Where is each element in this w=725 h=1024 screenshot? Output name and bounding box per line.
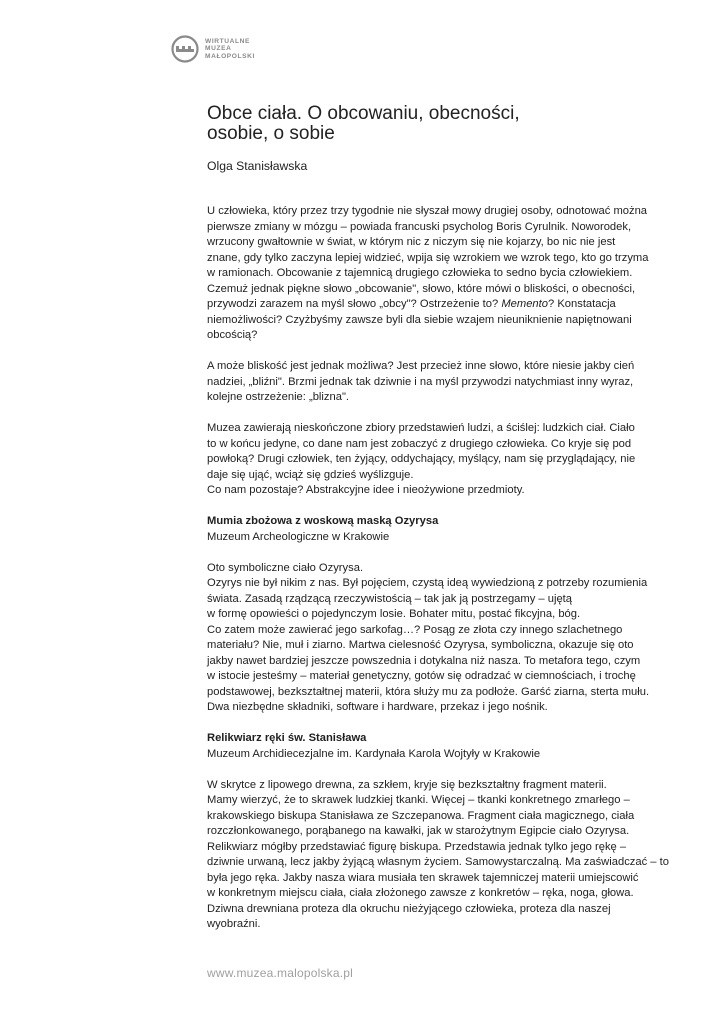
text-line: Czemuż jednak piękne słowo „obcowanie", słowo, które mówi o bliskości, o obecności,	[207, 282, 636, 295]
section-heading: Relikwiarz ręki św. Stanisława	[207, 732, 367, 744]
section-heading: Mumia zbożowa z woskową maską Ozyrysa	[207, 515, 439, 527]
text-line: wyobraźni.	[207, 918, 261, 930]
text-line: Mamy wierzyć, że to skrawek ludzkiej tkanki. Więcej – tkanki konkretnego zmarłego –	[207, 794, 630, 806]
text-line: powłoką? Drugi człowiek, ten żyjący, oddychający, myślący, nam się przyglądający, nie	[207, 453, 636, 465]
text-line: podstawowej, bezkształtnej materii, która służy mu za podłoże. Garść ziarna, sterta mułu.	[207, 685, 650, 698]
paragraph-gap	[207, 499, 659, 515]
text-line: w konkretnym miejscu ciała, ciała złożonego zawsze z konkretów – ręka, noga, głowa.	[207, 887, 634, 899]
title-line-1: Obce ciała. O obcowaniu, obecności,	[207, 103, 520, 124]
text-line: obcością?	[207, 329, 258, 341]
text-line: Muzea zawierają nieskończone zbiory przedstawień ludzi, a ściślej: ludzkich ciał. Ciało	[207, 422, 635, 434]
article-body	[207, 204, 669, 933]
text-line: jakby nawet bardziej jeszcze powszednia i dotykalna niż nasza. To metafora tego, czym	[207, 654, 641, 667]
logo-text	[205, 38, 255, 60]
text-line: w istocie jesteśmy – materiał genetyczny, gotów się odradzać w ciemnościach, i trochę	[207, 670, 636, 682]
text-line: Co zatem może zawierać jego sarkofag…? Posąg ze złota czy innego szlachetnego	[207, 623, 623, 636]
text-line: Co nam pozostaje? Abstrakcyjne idee i nieożywione przedmioty.	[207, 484, 525, 496]
paragraph-gap	[207, 406, 659, 422]
text-line: materiału? Nie, muł i ziarno. Martwa cielesność Ozyrysa, symboliczna, okazuje się oto	[207, 639, 634, 651]
text-line: świata. Zasadą rządzącą rzeczywistością – tak jak ją postrzegamy – ujętą	[207, 592, 572, 605]
text-line: U człowieka, który przez trzy tygodnie nie słyszał mowy drugiej osoby, odnotować można	[207, 205, 648, 217]
text-line: niemożliwości? Czyżbyśmy zawsze byli dla siebie wzajem nieuniknienie napiętnowani	[207, 313, 632, 326]
page-title	[207, 104, 627, 144]
text-line: nadziei, „bliźni". Brzmi jednak tak dziwnie i na myśl przywodzi natychmiast inny wyraz,	[207, 375, 634, 388]
text-line: w formę opowieści o pojedynczym losie. Bohater mitu, postać fikcyjna, bóg.	[207, 608, 581, 620]
text-line: to w końcu jedyne, co dane nam jest zobaczyć z drugiego człowieka. Co kryje się pod	[207, 437, 632, 450]
text-line: dziwnie urwaną, lecz jakby żyjącą własnym życiem. Samowystarczalną. Ma zaświadczać – to	[207, 856, 669, 868]
text-line: W skrytce z lipowego drewna, za szkłem, kryje się bezkształtny fragment materii.	[207, 778, 607, 791]
paragraph-gap	[207, 344, 659, 360]
paragraph-gap	[207, 762, 659, 778]
paragraph-gap	[207, 716, 659, 732]
logo-line-2: MUZEA	[205, 45, 232, 53]
logo-line-1: WIRTUALNE	[205, 37, 250, 45]
text-line: daje się ująć, wciąż się gdzieś wyślizguje.	[207, 468, 414, 481]
paragraph-gap	[207, 545, 659, 561]
text-line: Ozyrys nie był nikim z nas. Był pojęciem, czystą ideą wywiedzioną z potrzeby rozumienia	[207, 577, 648, 589]
logo	[170, 34, 255, 64]
text-line: Dwa niezbędne składniki, software i hardware, przekaz i jego nośnik.	[207, 701, 548, 713]
text-line: krakowskiego biskupa Stanisława ze Szczepanowa. Fragment ciała magicznego, ciała	[207, 809, 635, 822]
footer-url[interactable]: www.muzea.malopolska.pl	[207, 966, 353, 980]
text-line: Relikwiarz mógłby przedstawiać figurę biskupa. Przedstawia jednak tylko jego rękę –	[207, 840, 627, 853]
logo-line-3: MAŁOPOLSKI	[205, 52, 255, 60]
text-line: pierwsze zmiany w mózgu – powiada francuski psycholog Boris Cyrulnik. Noworodek,	[207, 220, 632, 233]
text-line: Dziwna drewniana proteza dla okruchu nieżyjącego człowieka, proteza dla naszej	[207, 902, 611, 915]
section-museum: Muzeum Archeologiczne w Krakowie	[207, 530, 390, 543]
emphasis-memento: Memento	[501, 298, 548, 310]
text-line: znane, gdy tylko zaczyna lepiej widzieć, wpija się wzrokiem we wzrok tego, kto go trzyma	[207, 251, 649, 264]
title-line-2: osobie, o sobie	[207, 123, 335, 144]
author: Olga Stanisławska	[207, 159, 308, 173]
virtual-museums-logo-icon	[170, 34, 200, 64]
text-segment: przywodzi zarazem na myśl słowo „obcy"? Ostrzeżenie to?	[207, 298, 502, 310]
text-line	[207, 297, 659, 313]
text-line: kolejne ostrzeżenie: „blizna".	[207, 391, 350, 403]
text-line: była jego ręka. Jakby nasza wiara musiała ten skrawek tajemniczej materii umiejscowić	[207, 871, 639, 884]
text-line: w ramionach. Obcowanie z tajemnicą drugiego człowieka to sedno bycia człowiekiem.	[207, 267, 633, 279]
section-museum: Muzeum Archidiecezjalne im. Kardynała Karola Wojtyły w Krakowie	[207, 747, 541, 760]
text-line: rozczłonkowanego, porąbanego na kawałki, jak w starożytnym Egipcie ciało Ozyrysa.	[207, 825, 630, 837]
text-line: Oto symboliczne ciało Ozyrysa.	[207, 561, 364, 574]
text-line: A może bliskość jest jednak możliwa? Jest przecież inne słowo, które niesie jakby cień	[207, 360, 635, 372]
text-line: wrzucony gwałtownie w świat, w którym nic z niczym się nie kojarzy, bo nic nie jest	[207, 236, 616, 248]
text-segment: ? Konstatacja	[547, 298, 616, 310]
